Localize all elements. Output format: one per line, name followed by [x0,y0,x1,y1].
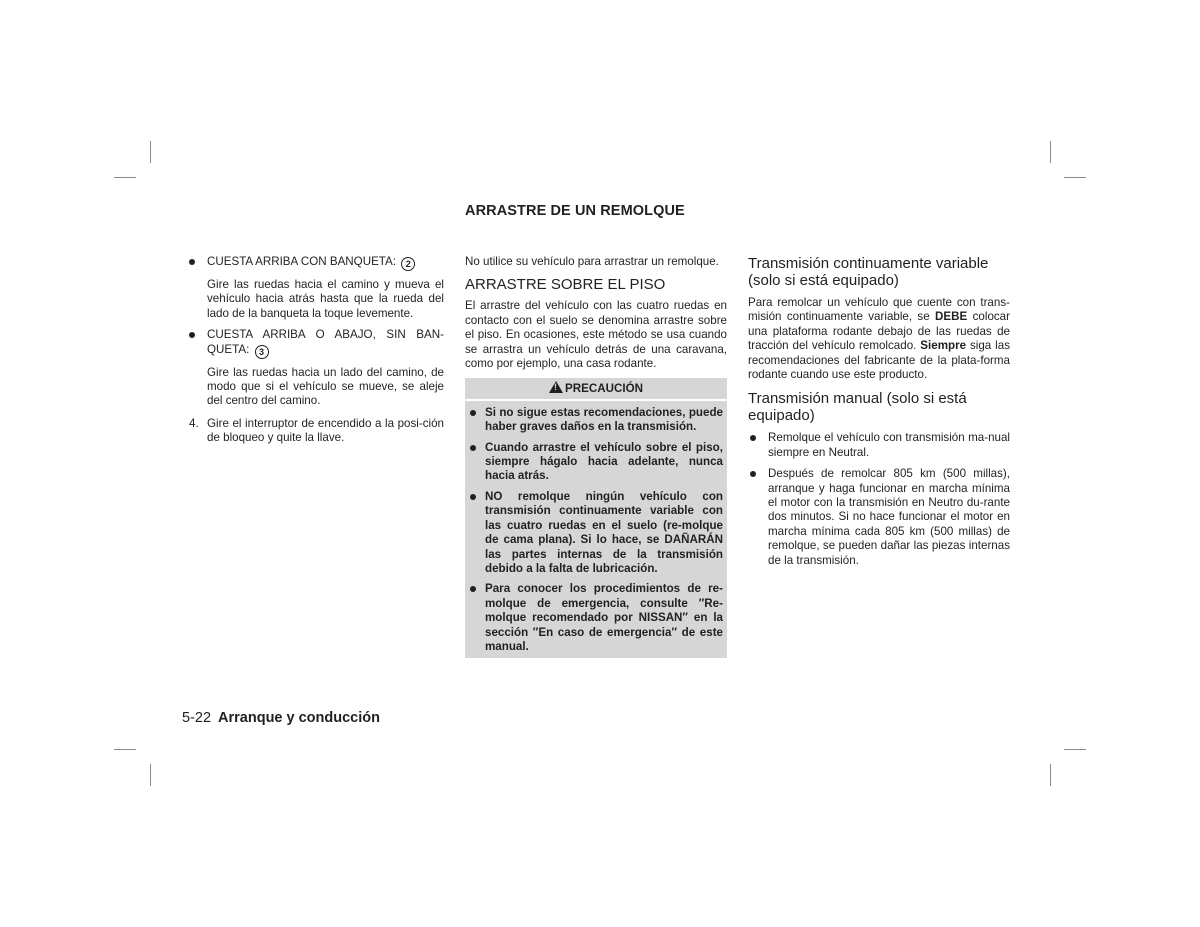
callout-number: 3 [255,345,269,359]
step-number: 4. [189,416,199,430]
page-title: ARRASTRE DE UN REMOLQUE [465,203,685,219]
section-heading: Transmisión continuamente variable (solo si está equipado) [748,255,989,289]
crop-mark [1050,764,1051,786]
item-description: Gire las ruedas hacia un lado del camino, de modo que si el vehículo se mueve, se aleje del centro del camino. [207,365,444,408]
caution-title: PRECAUCIÓN [565,382,643,396]
page-footer [182,710,380,726]
section-heading: Transmisión manual (solo si está equipado) [748,390,967,425]
crop-mark [1050,141,1051,163]
body-text: Para remolcar un vehículo que cuente con trans-misión continuamente variable, se DEBE colocar una plataforma rodante debajo de las ruedas de tracción del vehículo remolcado. Siempre siga las recomendaciones del fabricante de la plata-forma rodante cuando use este producto. [748,296,1010,382]
caution-header [465,378,727,400]
crop-mark [114,177,136,178]
column-right [748,255,1010,568]
list-item: Después de remolcar 805 km (500 millas), arranque y haga funcionar en marcha mínima el motor con la transmisión en Neutro du-rante dos minutos. Si no hace funcionar el motor en marcha mínima cada 805 km (500 millas) de remolque, se pueden dañar las piezas internas de la transmisión. [748,467,1010,568]
list-item [187,255,444,271]
section-heading: ARRASTRE SOBRE EL PISO [465,276,666,294]
caution-box [465,378,727,658]
intro-text: No utilice su vehículo para arrastrar un remolque. [465,255,719,268]
emphasis: Siempre [920,339,967,353]
caution-item: Cuando arrastre el vehículo sobre el piso, siempre hágalo hacia adelante, nunca hacia atrás. [469,441,723,484]
crop-mark [150,764,151,786]
column-middle [465,255,727,658]
emphasis: DEBE [935,310,968,324]
section-name: Arranque y conducción [218,710,380,726]
caution-item: Para conocer los procedimientos de re-molque de emergencia, consulte ″Re-molque recomendado por NISSAN″ en la sección ″En caso de emergencia″ de este manual. [469,582,723,654]
item-label: CUESTA ARRIBA CON BANQUETA: [207,255,396,268]
crop-mark [150,141,151,163]
caution-item: Si no sigue estas recomendaciones, puede haber graves daños en la transmisión. [469,406,723,435]
warning-triangle-icon: ! [549,381,563,393]
callout-number: 2 [401,257,415,271]
item-label: CUESTA ARRIBA O ABAJO, SIN BAN-QUETA: [207,328,444,356]
list-item [187,328,444,358]
body-text: El arrastre del vehículo con las cuatro ruedas en contacto con el suelo se denomina arrastre sobre el piso. En ocasiones, este método se usa cuando se arrastra un vehículo detrás de una caravana, como por ejemplo, una casa rodante. [465,299,727,371]
item-description: Gire las ruedas hacia el camino y mueva el vehículo hacia atrás hasta que la rueda del lado de la banqueta la toque levemente. [207,278,444,320]
page-number: 5-22 [182,710,212,726]
crop-mark [1064,749,1086,750]
crop-mark [114,749,136,750]
list-item: Remolque el vehículo con transmisión ma-nual siempre en Neutral. [748,431,1010,460]
step-text: Gire el interruptor de encendido a la posi-ción de bloqueo y quite la llave. [207,416,444,445]
numbered-step [187,417,444,446]
column-left [187,255,444,446]
crop-mark [1064,177,1086,178]
caution-item: NO remolque ningún vehículo con transmisión continuamente variable con las cuatro ruedas en el suelo (re-molque de cama plana). Si lo hace, se DAÑARÁN las partes internas de la transmisión debido a la falta de lubricación. [469,490,723,576]
